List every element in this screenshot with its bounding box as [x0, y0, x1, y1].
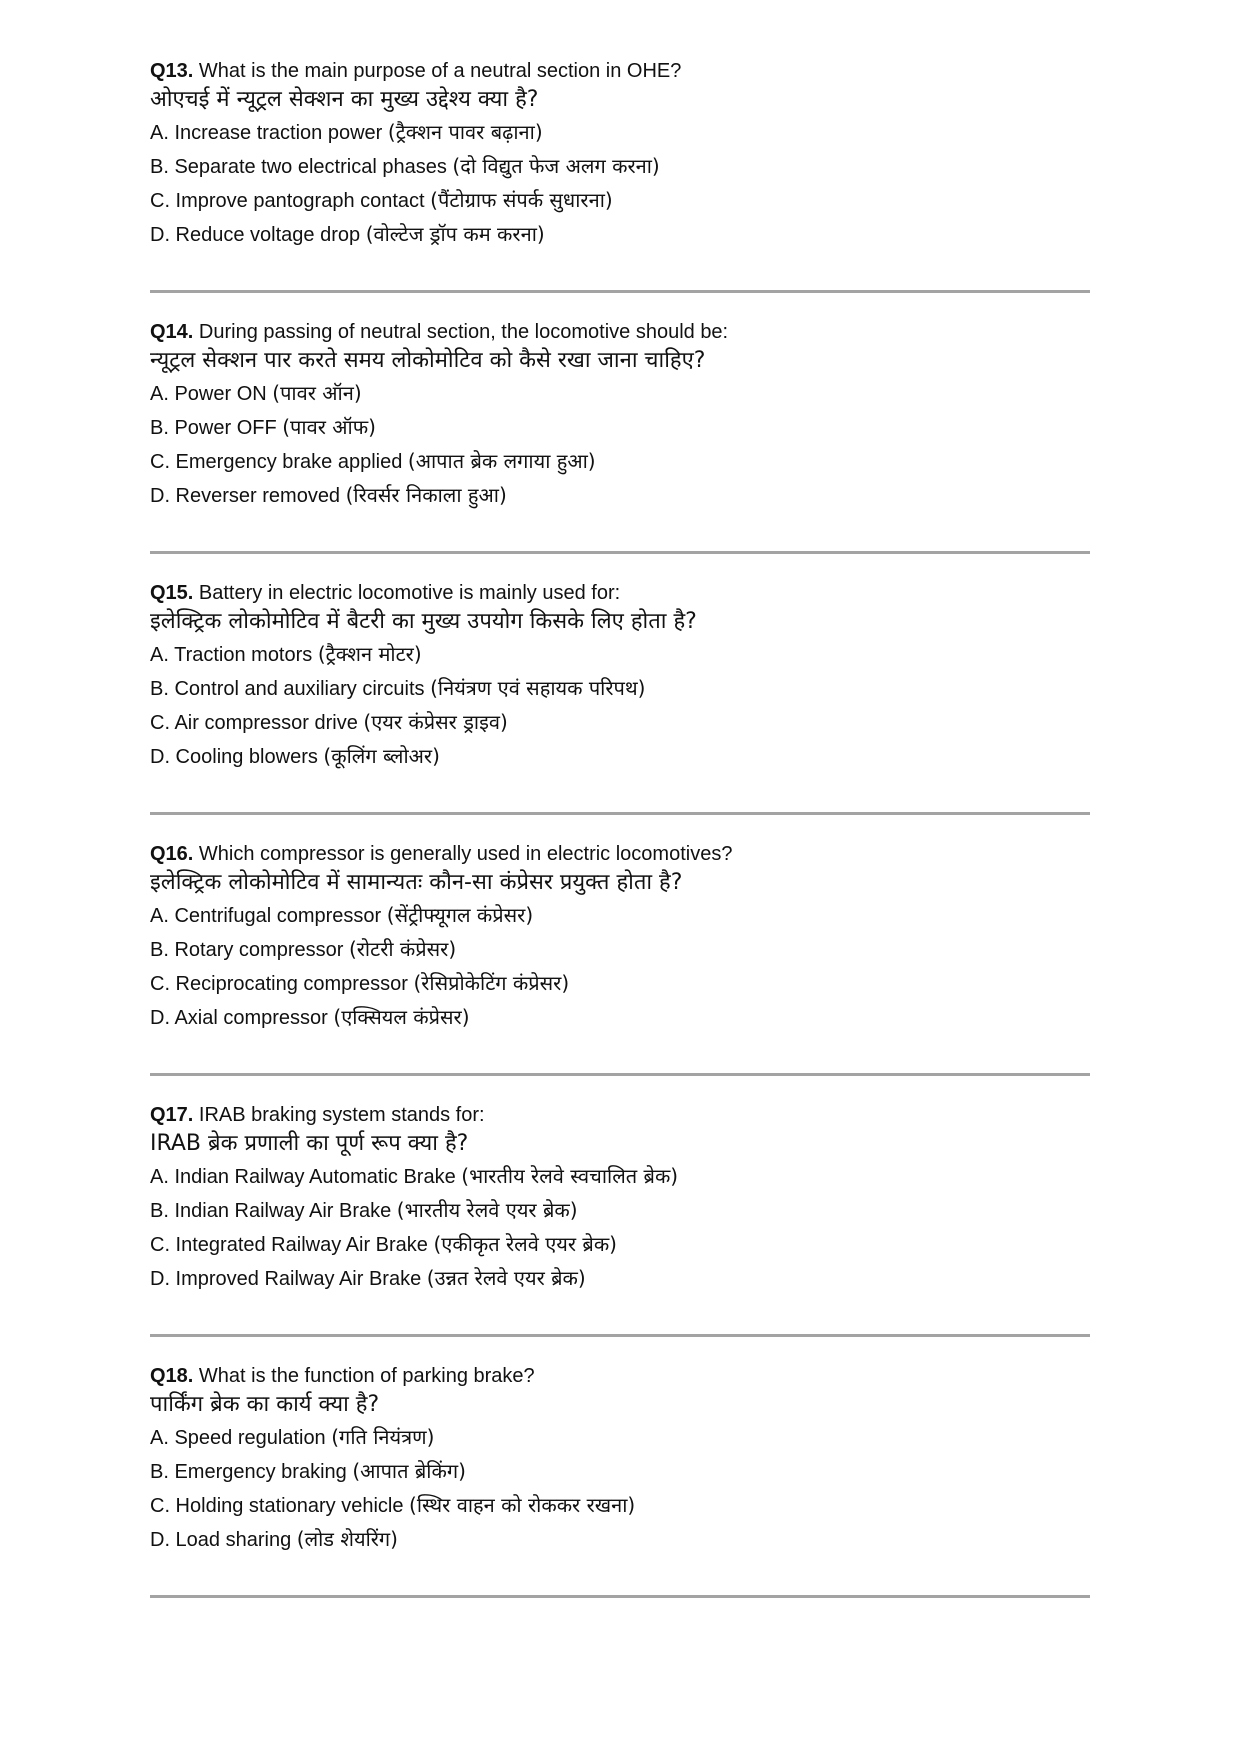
option-a: [150, 377, 1090, 411]
option-text-en: A. Increase traction power: [150, 122, 388, 144]
option-a: [150, 638, 1090, 672]
section-divider: [150, 551, 1090, 554]
question-text-hi: इलेक्ट्रिक लोकोमोटिव में बैटरी का मुख्य उपयोग किसके लिए होता है?: [150, 609, 697, 634]
question-text-en: [150, 841, 1090, 867]
question-text: What is the main purpose of a neutral section in OHE?: [193, 60, 682, 82]
option-b: [150, 1194, 1090, 1228]
question-text-hi: ओएचई में न्यूट्रल सेक्शन का मुख्य उद्देश्य क्या है?: [150, 87, 539, 112]
option-c: [150, 967, 1090, 1001]
option-text-hi: (भारतीय रेलवे स्वचालित ब्रेक): [461, 1164, 679, 1188]
section-divider: [150, 290, 1090, 293]
option-text-en: C. Improve pantograph contact: [150, 190, 431, 212]
option-c: [150, 706, 1090, 740]
option-a: [150, 1160, 1090, 1194]
option-text-hi: (पावर ऑन): [272, 381, 362, 405]
question-text-hi: इलेक्ट्रिक लोकोमोटिव में सामान्यतः कौन-सा कंप्रेसर प्रयुक्त होता है?: [150, 870, 683, 895]
section-divider: [150, 1595, 1090, 1598]
option-text-en: D. Cooling blowers: [150, 746, 324, 768]
option-a: [150, 1421, 1090, 1455]
option-text-hi: (नियंत्रण एवं सहायक परिपथ): [430, 676, 646, 700]
section-divider: [150, 1073, 1090, 1076]
question-number: Q16.: [150, 843, 194, 865]
option-d: [150, 740, 1090, 774]
option-d: [150, 218, 1090, 252]
option-text-hi: (कूलिंग ब्लोअर): [323, 744, 440, 768]
option-text-hi: (ट्रैक्शन मोटर): [317, 642, 422, 666]
option-d: [150, 479, 1090, 513]
option-text-en: B. Indian Railway Air Brake: [150, 1200, 397, 1222]
option-text-hi: (उन्नत रेलवे एयर ब्रेक): [426, 1266, 586, 1290]
question-text-en: [150, 1102, 1090, 1128]
option-text-hi: (दो विद्युत फेज अलग करना): [452, 154, 660, 178]
question-number: Q18.: [150, 1365, 194, 1387]
question-number: Q13.: [150, 60, 194, 82]
option-text-hi: (आपात ब्रेकिंग): [352, 1459, 466, 1483]
option-text-en: D. Axial compressor: [150, 1007, 334, 1029]
option-text-en: B. Power OFF: [150, 417, 283, 439]
option-text-en: D. Reduce voltage drop: [150, 224, 366, 246]
option-text-en: C. Emergency brake applied: [150, 451, 408, 473]
question-text-en: [150, 319, 1090, 345]
question-block-14: [150, 319, 1090, 580]
question-text-en: [150, 1363, 1090, 1389]
question-block-17: [150, 1102, 1090, 1363]
option-text-en: C. Holding stationary vehicle: [150, 1495, 410, 1517]
option-text-en: A. Traction motors: [150, 644, 318, 666]
option-b: [150, 150, 1090, 184]
option-text-en: B. Control and auxiliary circuits: [150, 678, 431, 700]
question-text-en: [150, 58, 1090, 84]
option-text-hi: (ट्रैक्शन पावर बढ़ाना): [387, 120, 543, 144]
option-text-hi: (रिवर्सर निकाला हुआ): [345, 483, 507, 507]
question-text: IRAB braking system stands for:: [193, 1104, 485, 1126]
option-a: [150, 116, 1090, 150]
question-number: Q15.: [150, 582, 194, 604]
option-text-hi: (रोटरी कंप्रेसर): [348, 937, 457, 961]
option-text-en: C. Reciprocating compressor: [150, 973, 414, 995]
question-number: Q14.: [150, 321, 194, 343]
question-block-15: [150, 580, 1090, 841]
option-text-hi: (वोल्टेज ड्रॉप कम करना): [365, 222, 545, 246]
option-d: [150, 1001, 1090, 1035]
option-d: [150, 1523, 1090, 1557]
option-text-hi: (भारतीय रेलवे एयर ब्रेक): [396, 1198, 578, 1222]
option-text-hi: (एकीकृत रेलवे एयर ब्रेक): [433, 1232, 617, 1256]
question-text-hi: न्यूट्रल सेक्शन पार करते समय लोकोमोटिव को कैसे रखा जाना चाहिए?: [150, 348, 706, 373]
question-text-hi: IRAB ब्रेक प्रणाली का पूर्ण रूप क्या है?: [150, 1131, 469, 1156]
option-text-hi: (सेंट्रीफ्यूगल कंप्रेसर): [386, 903, 534, 927]
option-text-en: C. Air compressor drive: [150, 712, 364, 734]
option-text-en: A. Centrifugal compressor: [150, 905, 387, 927]
question-page: [150, 58, 1090, 1624]
question-text-en: [150, 580, 1090, 606]
option-text-en: B. Emergency braking: [150, 1461, 353, 1483]
option-c: [150, 184, 1090, 218]
option-b: [150, 411, 1090, 445]
question-text: Which compressor is generally used in electric locomotives?: [193, 843, 733, 865]
section-divider: [150, 812, 1090, 815]
option-text-hi: (रेसिप्रोकेटिंग कंप्रेसर): [413, 971, 570, 995]
question-block-18: [150, 1363, 1090, 1624]
option-c: [150, 1489, 1090, 1523]
option-c: [150, 445, 1090, 479]
option-text-hi: (स्थिर वाहन को रोककर रखना): [409, 1493, 636, 1517]
option-c: [150, 1228, 1090, 1262]
option-text-hi: (गति नियंत्रण): [331, 1425, 435, 1449]
question-text: During passing of neutral section, the locomotive should be:: [193, 321, 729, 343]
question-block-16: [150, 841, 1090, 1102]
option-text-en: A. Power ON: [150, 383, 273, 405]
option-text-en: D. Load sharing: [150, 1529, 297, 1551]
section-divider: [150, 1334, 1090, 1337]
option-d: [150, 1262, 1090, 1296]
question-text: What is the function of parking brake?: [193, 1365, 535, 1387]
option-text-en: D. Reverser removed: [150, 485, 346, 507]
option-text-hi: (पैंटोग्राफ संपर्क सुधारना): [430, 188, 613, 212]
option-text-hi: (पावर ऑफ): [282, 415, 376, 439]
option-a: [150, 899, 1090, 933]
question-text: Battery in electric locomotive is mainly used for:: [193, 582, 621, 604]
option-text-en: D. Improved Railway Air Brake: [150, 1268, 427, 1290]
option-b: [150, 672, 1090, 706]
question-block-13: [150, 58, 1090, 319]
option-text-en: B. Separate two electrical phases: [150, 156, 453, 178]
option-text-en: A. Speed regulation: [150, 1427, 332, 1449]
option-text-en: A. Indian Railway Automatic Brake: [150, 1166, 462, 1188]
option-text-hi: (एक्सियल कंप्रेसर): [333, 1005, 470, 1029]
option-text-en: C. Integrated Railway Air Brake: [150, 1234, 434, 1256]
option-b: [150, 933, 1090, 967]
option-text-hi: (एयर कंप्रेसर ड्राइव): [363, 710, 508, 734]
question-number: Q17.: [150, 1104, 194, 1126]
option-text-hi: (आपात ब्रेक लगाया हुआ): [407, 449, 596, 473]
option-text-en: B. Rotary compressor: [150, 939, 349, 961]
option-text-hi: (लोड शेयरिंग): [296, 1527, 398, 1551]
question-text-hi: पार्किंग ब्रेक का कार्य क्या है?: [150, 1392, 380, 1417]
option-b: [150, 1455, 1090, 1489]
